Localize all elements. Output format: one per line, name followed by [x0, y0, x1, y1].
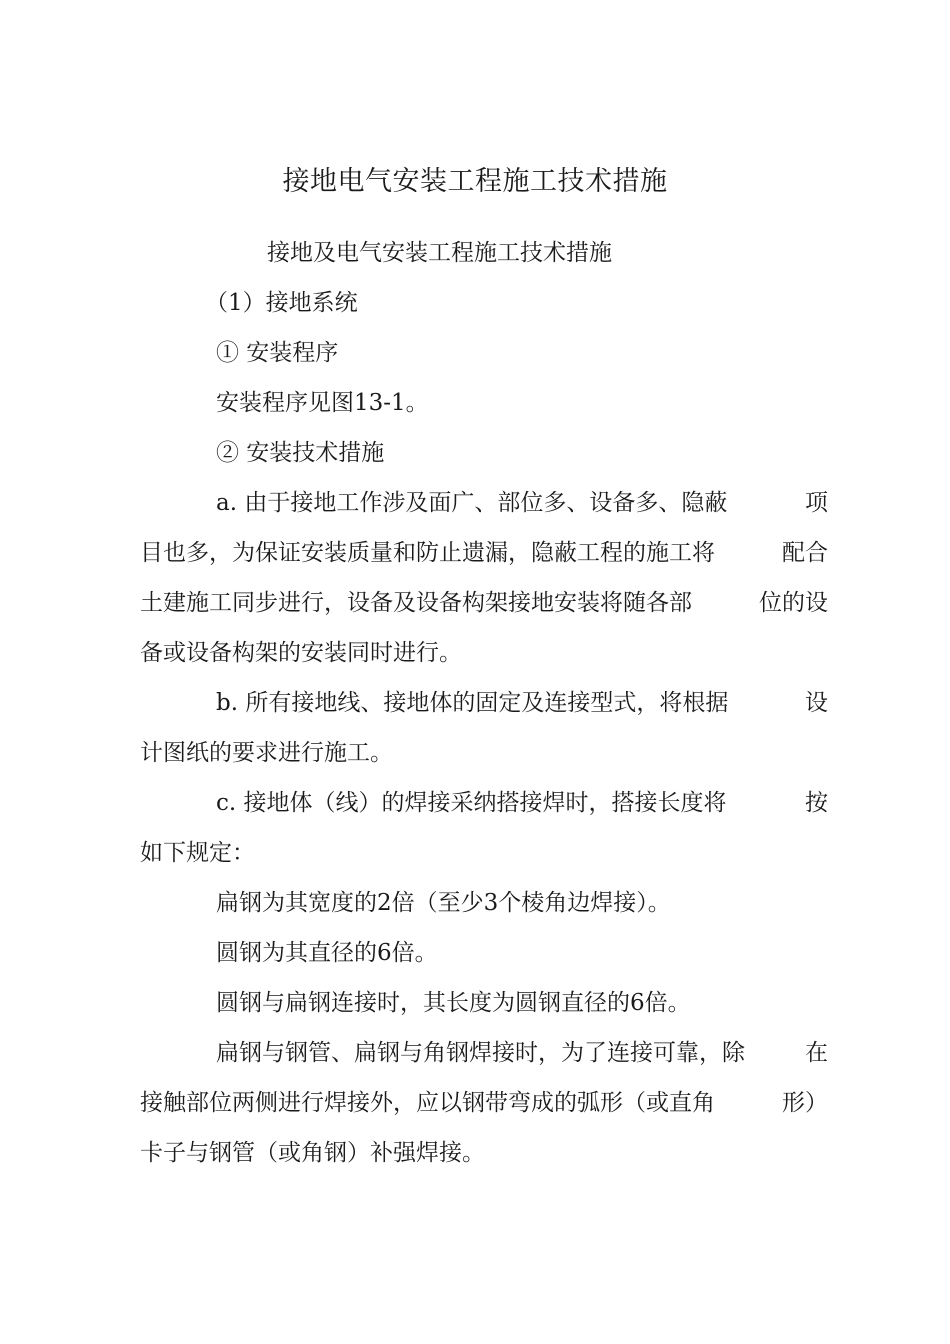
para-c-line-1	[216, 786, 828, 820]
para-a-line-1-end: 项	[805, 490, 828, 516]
para-b-line-1-end: 设	[805, 690, 828, 716]
para-a-line-1-main: a. 由于接地工作涉及面广、部位多、设备多、隐蔽	[216, 490, 728, 516]
rule-1: 扁钢为其宽度的2倍（至少3个棱角边焊接）。	[216, 890, 671, 916]
item-heading-1: ① 安装程序	[216, 340, 339, 366]
para-a-line-2-main: 目也多，为保证安装质量和防止遗漏，隐蔽工程的施工将	[140, 540, 715, 566]
item-heading-2: ② 安装技术措施	[216, 440, 385, 466]
para-d-line-1-main: 扁钢与钢管、扁钢与角钢焊接时，为了连接可靠，除	[216, 1040, 745, 1066]
para-d-line-1	[216, 1036, 828, 1070]
para-b-line-1-main: b. 所有接地线、接地体的固定及连接型式，将根据	[216, 690, 729, 716]
para-a-line-2	[140, 536, 828, 570]
para-d-line-3: 卡子与钢管（或角钢）补强焊接。	[140, 1140, 485, 1166]
section-heading-1: （1）接地系统	[205, 290, 358, 316]
para-c-line-1-main: c. 接地体（线）的焊接采纳搭接焊时，搭接长度将	[216, 790, 727, 816]
para-a-line-3-end: 位的设	[759, 590, 828, 616]
para-c-line-2: 如下规定：	[140, 840, 255, 866]
para-d-line-2-main: 接触部位两侧进行焊接外，应以钢带弯成的弧形（或直角	[140, 1090, 715, 1116]
para-b-line-2: 计图纸的要求进行施工。	[140, 740, 393, 766]
para-d-line-1-end: 在	[805, 1040, 828, 1066]
document-title: 接地电气安装工程施工技术措施	[282, 166, 668, 197]
item-1-text: 安装程序见图13-1。	[216, 390, 429, 416]
document-subtitle: 接地及电气安装工程施工技术措施	[267, 240, 612, 266]
para-a-line-4: 备或设备构架的安装同时进行。	[140, 640, 462, 666]
para-a-line-1	[216, 486, 828, 520]
para-a-line-3-main: 土建施工同步进行，设备及设备构架接地安装将随各部	[140, 590, 692, 616]
para-c-line-1-end: 按	[805, 790, 828, 816]
para-d-line-2-end: 形）	[782, 1090, 828, 1116]
para-a-line-2-end: 配合	[782, 540, 828, 566]
para-d-line-2	[140, 1086, 828, 1120]
para-a-line-3	[140, 586, 828, 620]
para-b-line-1	[216, 686, 828, 720]
rule-2: 圆钢为其直径的6倍。	[216, 940, 438, 966]
rule-3: 圆钢与扁钢连接时，其长度为圆钢直径的6倍。	[216, 990, 691, 1016]
